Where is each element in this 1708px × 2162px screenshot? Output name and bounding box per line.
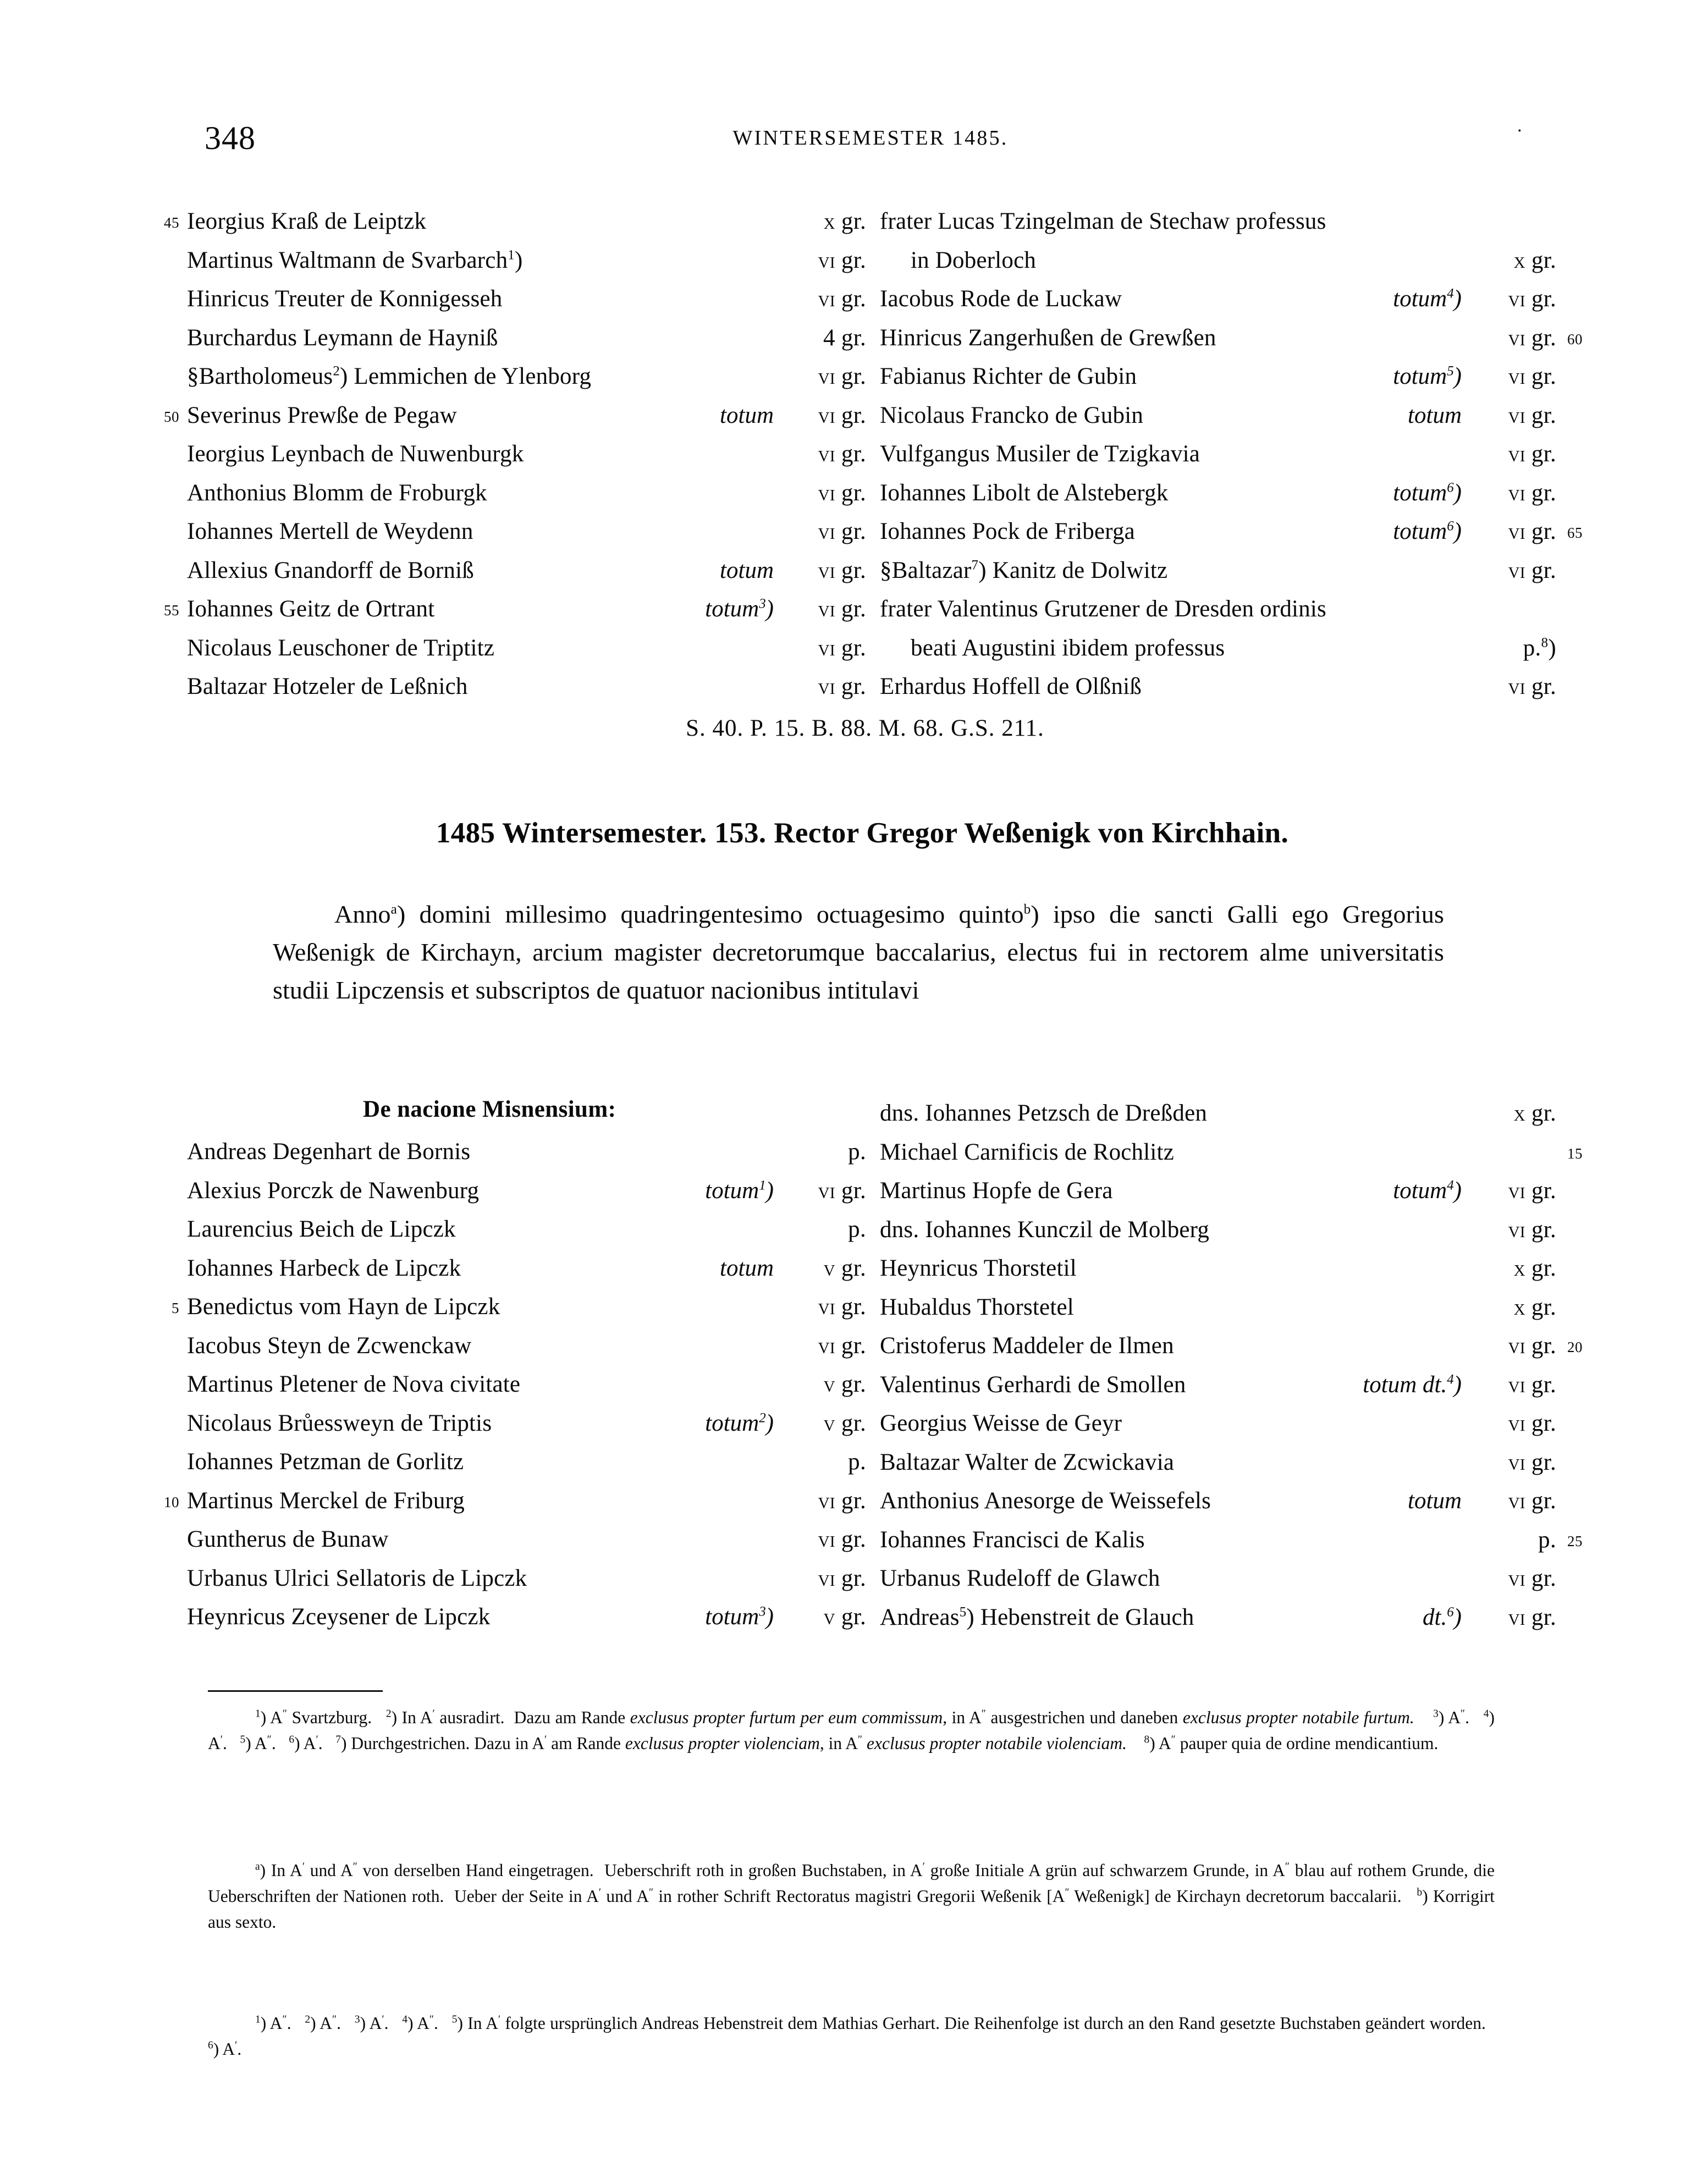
entry-fee: v gr. <box>823 1371 866 1397</box>
entry-fee: vi gr. <box>818 519 866 544</box>
entry-fee: x gr. <box>1513 1100 1556 1126</box>
register-entry <box>880 1482 1556 1521</box>
entry-totum-note: totum$^3$) <box>705 596 774 622</box>
page-number: 348 <box>205 120 256 156</box>
entry-fee: vi gr. <box>1508 1488 1556 1514</box>
entry-fee: p. <box>848 1216 866 1242</box>
entry-name: Ieorgius Leynbach de Nuwenburgk <box>187 441 524 467</box>
entry-totum-note: totum$^6$) <box>1393 519 1462 544</box>
entry-name: Burchardus Leymann de Hayniß <box>187 324 498 351</box>
entry-name: Heynricus Thorstetil <box>880 1255 1077 1281</box>
entry-name: Allexius Gnandorff de Borniß <box>187 557 474 583</box>
entry-fee: vi gr. <box>818 1294 866 1320</box>
entry-name: Benedictus vom Hayn de Lipczk <box>187 1294 500 1320</box>
entry-fee: vi gr. <box>1508 363 1556 389</box>
register-entry <box>187 1172 866 1211</box>
entry-name: dns. Iohannes Kunczil de Molberg <box>880 1216 1210 1243</box>
entry-totum-note: totum dt.$^4$) <box>1363 1371 1462 1398</box>
entry-fee: vi gr. <box>1508 1410 1556 1436</box>
register-entry <box>880 319 1583 358</box>
entry-fee: p. <box>1538 1526 1556 1553</box>
register-entry <box>187 241 866 280</box>
entry-totum-note: totum$^1$) <box>705 1177 774 1204</box>
register-entry <box>880 241 1556 280</box>
register-entry <box>164 1482 866 1521</box>
register-entry <box>187 1210 866 1249</box>
entry-name: Guntherus de Bunaw <box>187 1526 389 1552</box>
entry-fee: vi gr. <box>1508 402 1556 428</box>
entry-name: Martinus Waltmann de Svarbarch$^1$) <box>187 247 523 273</box>
register-entry <box>880 435 1556 474</box>
footnote-block-numeric-second: $^1$) A″. $^2$) A″. $^3$) A′. $^4$) A″. $^5$) In A′ folgte ursprünglich Andreas Hebenstreit dem Mathias Gerhart. Die Reihenfolge ist durch an den Rand gesetzte Buchstaben geändert worden. $^6$) A′. <box>208 2014 1495 2059</box>
register-entry <box>880 629 1556 668</box>
entry-totum-note: totum$^2$) <box>705 1410 774 1436</box>
entry-fee: vi gr. <box>1508 479 1556 506</box>
entry-name: Fabianus Richter de Gubin <box>880 363 1137 389</box>
entry-totum-note: totum$^5$) <box>1393 363 1462 389</box>
register-entry <box>880 1211 1556 1250</box>
entry-fee: vi gr. <box>818 479 866 506</box>
register-entry <box>880 357 1556 396</box>
register-main-right-column <box>880 1094 1583 1637</box>
entry-name: Hinricus Zangerhußen de Grewßen <box>880 324 1216 351</box>
entry-fee: vi gr. <box>818 635 866 661</box>
entry-name: Baltazar Walter de Zcwickavia <box>880 1449 1175 1475</box>
register-entry <box>880 1172 1556 1211</box>
register-entry <box>164 590 866 629</box>
entry-fee: v gr. <box>823 1255 866 1281</box>
entry-fee: vi gr. <box>1508 1178 1556 1204</box>
entry-fee: vi gr. <box>818 363 866 389</box>
entry-name: §Baltazar$^7$) Kanitz de Dolwitz <box>880 557 1168 583</box>
entry-name: Vulfgangus Musiler de Tzigkavia <box>880 441 1200 467</box>
running-head <box>0 118 1708 157</box>
entry-name: Martinus Merckel de Friburg <box>187 1487 465 1514</box>
entry-totum-note: totum <box>1408 402 1462 428</box>
entry-name: Urbanus Ulrici Sellatoris de Lipczk <box>187 1565 527 1591</box>
entry-fee: vi gr. <box>818 596 866 622</box>
entry-line-number: 60 <box>1567 330 1583 348</box>
register-entry <box>187 512 866 551</box>
entry-name: Heynricus Zceysener de Lipczk <box>187 1604 491 1630</box>
entry-name: Iohannes Pock de Friberga <box>880 519 1135 544</box>
register-top-right-column <box>880 202 1583 707</box>
footnote-rule <box>208 1690 383 1692</box>
entry-name: Iohannes Geitz de Ortrant <box>187 596 435 622</box>
entry-name: Andreas$^5$) Hebenstreit de Glauch <box>880 1604 1194 1630</box>
entry-line-number: 45 <box>164 214 179 231</box>
register-entry <box>187 551 866 591</box>
register-entry <box>187 1598 866 1637</box>
entry-fee: v gr. <box>823 1410 866 1436</box>
entry-name: Iacobus Steyn de Zcwenckaw <box>187 1332 472 1359</box>
register-main-left-column <box>164 1133 866 1637</box>
entry-line-number: 20 <box>1567 1339 1583 1355</box>
entry-name: Erhardus Hoffell de Olßniß <box>880 674 1142 699</box>
entry-fee: vi gr. <box>818 247 866 273</box>
register-entry <box>880 1521 1583 1560</box>
entry-fee: vi gr. <box>1508 441 1556 467</box>
corner-mark: ˙ <box>1516 124 1523 149</box>
entry-name: §Bartholomeus$^2$) Lemmichen de Ylenborg <box>187 363 592 389</box>
register-entry <box>880 1598 1556 1637</box>
entry-name: Cristoferus Maddeler de Ilmen <box>880 1333 1174 1359</box>
entry-name: Ieorgius Kraß de Leiptzk <box>187 208 427 234</box>
entry-fee: vi gr. <box>818 286 866 312</box>
register-entry <box>187 435 866 474</box>
entry-fee: vi gr. <box>1508 1565 1556 1591</box>
entry-fee: 4 gr. <box>823 324 866 351</box>
entry-totum-note: totum$^4$) <box>1393 286 1462 312</box>
entry-fee: p.$^8$) <box>1523 635 1556 661</box>
entry-fee: vi gr. <box>1508 1604 1556 1630</box>
entry-name: frater Valentinus Grutzener de Dresden ordinis <box>880 596 1326 622</box>
register-entry <box>164 396 866 435</box>
section-heading: 1485 Wintersemester. 153. Rector Gregor Weßenigk von Kirchhain. <box>436 817 1289 849</box>
entry-fee: p. <box>848 1449 866 1475</box>
entry-name: Michael Carnificis de Rochlitz <box>880 1139 1174 1165</box>
entry-name: Iohannes Francisci de Kalis <box>880 1526 1145 1553</box>
register-entry <box>187 1133 866 1172</box>
entry-name: beati Augustini ibidem professus <box>911 635 1225 661</box>
register-entry <box>880 1366 1556 1405</box>
entry-name: Anthonius Anesorge de Weissefels <box>880 1488 1211 1514</box>
entry-name: Iacobus Rode de Luckaw <box>880 286 1122 312</box>
entry-name: Nicolaus Leuschoner de Triptitz <box>187 635 495 661</box>
entry-totum-note: totum$^4$) <box>1393 1178 1462 1204</box>
nation-heading-misnensium: De nacione Misnensium: <box>363 1096 616 1122</box>
entry-name: Andreas Degenhart de Bornis <box>187 1139 471 1165</box>
entry-fee: vi gr. <box>1508 674 1556 699</box>
register-entry <box>187 319 866 358</box>
entry-name: Severinus Prewße de Pegaw <box>187 402 458 428</box>
entry-fee: vi gr. <box>1508 557 1556 583</box>
totals-line: S. 40. P. 15. B. 88. M. 68. G.S. 211. <box>686 715 1044 741</box>
entry-fee: vi gr. <box>1508 1333 1556 1359</box>
register-entry <box>880 1133 1583 1172</box>
entry-fee: p. <box>848 1139 866 1165</box>
entry-fee: vi gr. <box>818 1177 866 1204</box>
entry-name: Martinus Pletener de Nova civitate <box>187 1371 521 1397</box>
entry-line-number: 10 <box>164 1493 179 1510</box>
entry-totum-note: dt.$^6$) <box>1423 1604 1462 1630</box>
entry-fee: x gr. <box>1513 1294 1556 1320</box>
entry-fee: vi gr. <box>818 402 866 428</box>
entry-name: Iohannes Libolt de Alstebergk <box>880 479 1169 506</box>
entry-fee: x gr. <box>1513 1255 1556 1281</box>
register-entry <box>187 1520 866 1559</box>
entry-fee: vi gr. <box>1508 324 1556 351</box>
register-entry <box>880 590 1556 629</box>
entry-name: Laurencius Beich de Lipczk <box>187 1216 456 1242</box>
register-entry <box>880 202 1556 241</box>
entry-line-number: 50 <box>164 408 179 425</box>
register-entry <box>187 629 866 668</box>
entry-name: Hinricus Treuter de Konnigesseh <box>187 286 503 312</box>
entry-fee: vi gr. <box>818 1332 866 1359</box>
entry-name: Hubaldus Thorstetel <box>880 1294 1074 1320</box>
register-entry <box>172 1288 866 1327</box>
entry-fee: vi gr. <box>818 557 866 583</box>
register-entry <box>880 396 1556 435</box>
entry-totum-note: totum$^3$) <box>705 1604 774 1630</box>
entry-fee: v gr. <box>823 1604 866 1630</box>
entry-fee: vi gr. <box>1508 1216 1556 1243</box>
register-entry <box>880 1404 1556 1443</box>
entry-line-number: 15 <box>1567 1145 1583 1162</box>
entry-name: Martinus Hopfe de Gera <box>880 1178 1113 1204</box>
register-entry <box>187 474 866 513</box>
register-entry <box>880 1559 1556 1598</box>
register-entry <box>187 1249 866 1288</box>
entry-fee: vi gr. <box>1508 286 1556 312</box>
entry-fee: vi gr. <box>818 1487 866 1514</box>
entry-totum-note: totum <box>720 402 774 428</box>
entry-fee: vi gr. <box>1508 1449 1556 1475</box>
register-entry <box>187 668 866 707</box>
entry-fee: vi gr. <box>818 1526 866 1552</box>
register-entry <box>880 551 1556 591</box>
entry-name: Georgius Weisse de Geyr <box>880 1410 1122 1436</box>
entry-line-number: 55 <box>164 602 179 619</box>
entry-name: frater Lucas Tzingelman de Stechaw professus <box>880 208 1326 234</box>
entry-fee: vi gr. <box>818 1565 866 1591</box>
register-entry <box>187 280 866 319</box>
entry-fee: vi gr. <box>818 441 866 467</box>
entry-name: Urbanus Rudeloff de Glawch <box>880 1565 1160 1591</box>
entry-totum-note: totum$^6$) <box>1393 479 1462 506</box>
running-title: WINTERSEMESTER 1485. <box>732 126 1009 150</box>
register-entry <box>164 202 866 241</box>
entry-name: Iohannes Mertell de Weydenn <box>187 519 473 544</box>
entry-fee: x gr. <box>823 208 866 234</box>
register-entry <box>880 280 1556 319</box>
register-entry <box>880 668 1556 707</box>
entry-totum-note: totum <box>1408 1488 1462 1514</box>
footnote-block-numeric-first: $^1$) A″ Svartzburg. $^2$) In A′ ausradirt. Dazu am Rande exclusus propter furtum per eum commissum, in A″ ausgestrichen und daneben exclusus propter notabile furtum. $^3$) A″. $^4$) A′. $^5$) A″. $^6$) A′. $^7$) Durchgestrichen. Dazu in A′ am Rande exclusus propter violenciam, in A″ exclusus propter notabile violenciam. $^8$) A″ pauper quia de ordine mendicantium. <box>208 1708 1495 1753</box>
register-entry <box>187 1365 866 1404</box>
entry-line-number: 25 <box>1567 1532 1583 1549</box>
entry-name: Alexius Porczk de Nawenburg <box>187 1177 480 1204</box>
entry-name: dns. Iohannes Petzsch de Dreßden <box>880 1100 1208 1126</box>
entry-fee: vi gr. <box>1508 1371 1556 1398</box>
entry-name: in Doberloch <box>911 247 1037 273</box>
entry-line-number: 65 <box>1567 525 1583 541</box>
register-entry <box>187 1404 866 1443</box>
entry-fee: vi gr. <box>818 674 866 699</box>
entry-fee: x gr. <box>1513 247 1556 273</box>
entry-line-number: 5 <box>172 1300 179 1316</box>
register-entry <box>880 1288 1556 1327</box>
entry-fee: vi gr. <box>1508 519 1556 544</box>
register-top-left-column <box>164 202 866 707</box>
register-entry <box>187 1443 866 1482</box>
entry-name: Valentinus Gerhardi de Smollen <box>880 1371 1186 1398</box>
entry-name: Iohannes Petzman de Gorlitz <box>187 1449 464 1475</box>
register-entry <box>880 1249 1556 1288</box>
entry-totum-note: totum <box>720 1255 774 1281</box>
register-entry <box>880 1327 1583 1366</box>
register-entry <box>187 1327 866 1366</box>
footnote-block-alphabetic: $^a$) In A′ und A″ von derselben Hand eingetragen. Ueberschrift roth in großen Buchstaben, in A′ große Initiale A grün auf schwarzem Grunde, in A″ blau auf rothem Grunde, die Ueberschriften der Nationen roth. Ueber der Seite in A′ und A″ in rother Schrift Rectoratus magistri Gregorii Weßenik [A″ Weßenigk] de Kirchayn decretorum baccalarii. $^b$) Korrigirt aus sexto. <box>208 1861 1495 1932</box>
register-entry <box>187 1559 866 1598</box>
entry-name: Nicolaus Brůessweyn de Triptis <box>187 1410 492 1436</box>
register-entry <box>880 512 1583 551</box>
register-entry <box>880 1443 1556 1482</box>
rector-preamble-paragraph: Anno$^a$) domini millesimo quadringentesimo octuagesimo quinto$^b$) ipso die sancti Galli ego Gregorius Weßenigk de Kirchayn, arcium magister decretorumque baccalarius, electus fui in rectorem alme universitatis studii Lipczensis et subscriptos de quatuor nacionibus intitulavi <box>273 900 1444 1004</box>
entry-name: Anthonius Blomm de Froburgk <box>187 479 487 506</box>
register-entry <box>187 357 866 396</box>
register-entry <box>880 474 1556 513</box>
entry-totum-note: totum <box>720 557 774 583</box>
register-entry <box>880 1094 1556 1133</box>
entry-name: Nicolaus Francko de Gubin <box>880 402 1144 428</box>
entry-name: Baltazar Hotzeler de Leßnich <box>187 674 468 699</box>
entry-name: Iohannes Harbeck de Lipczk <box>187 1255 461 1281</box>
